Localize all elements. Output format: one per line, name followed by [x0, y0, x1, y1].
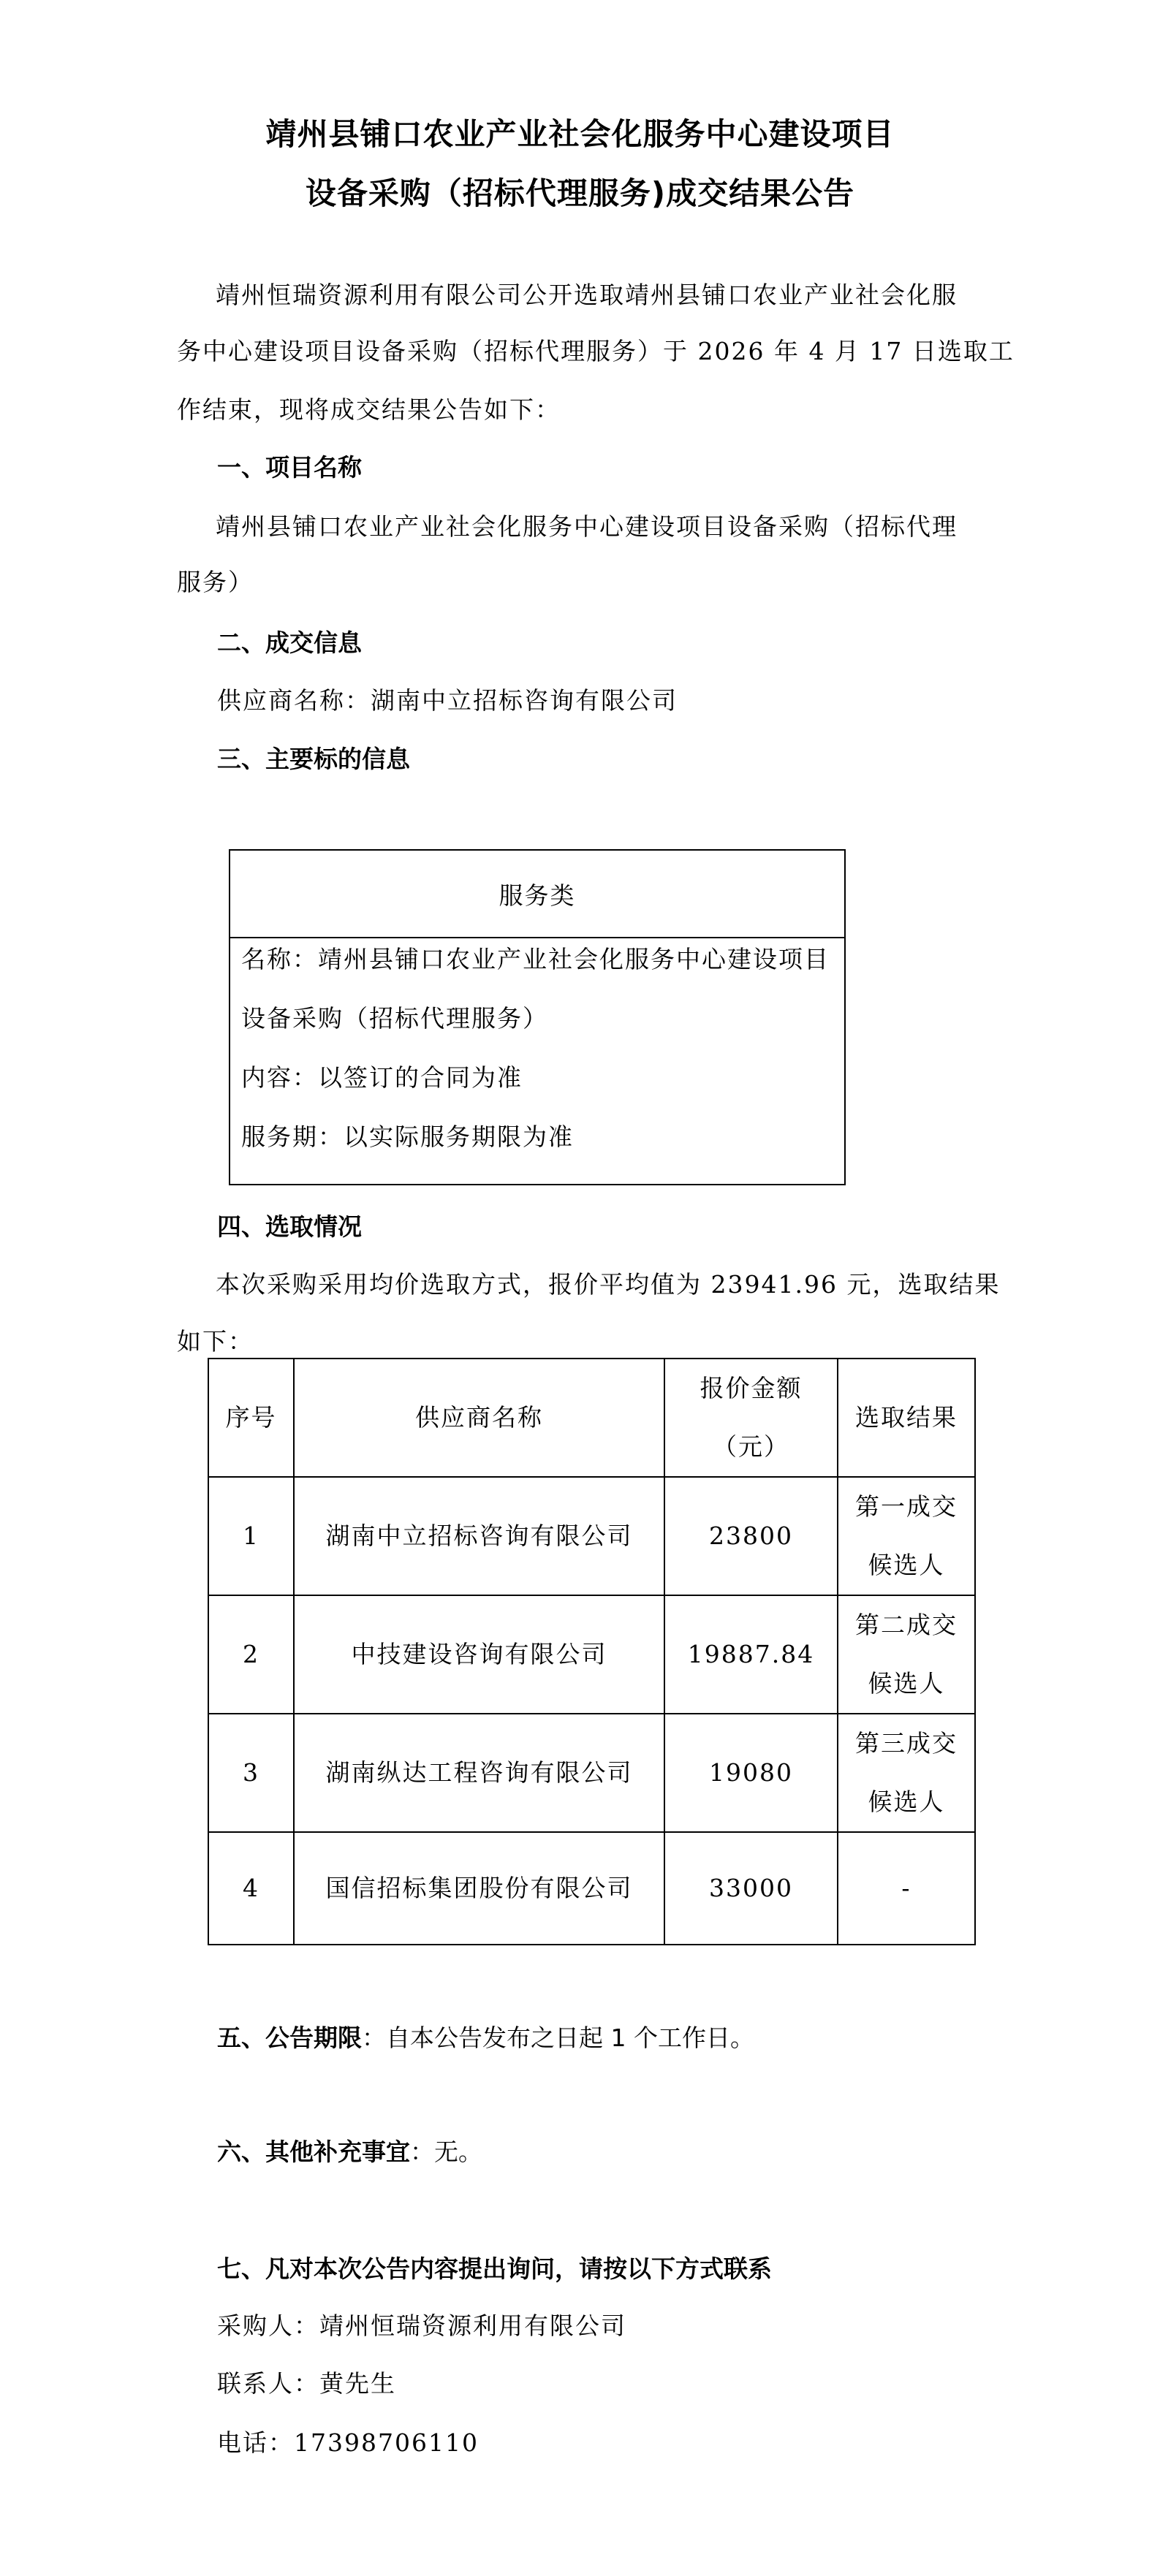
cell-supplier: 湖南中立招标咨询有限公司	[294, 1477, 664, 1595]
header-price-line-1: 报价金额	[700, 1374, 803, 1402]
subject-name-line-2: 设备采购（招标代理服务）	[241, 1004, 548, 1033]
section-heading: 七、凡对本次公告内容提出询问，请按以下方式联系	[217, 2254, 772, 2283]
table-row	[208, 1832, 975, 1945]
cell-price: 23800	[664, 1477, 838, 1595]
subject-content: 内容：以签订的合同为准	[241, 1063, 523, 1092]
selection-line-1: 本次采购采用均价选取方式，报价平均值为 23941.96 元，选取结果	[216, 1270, 1001, 1299]
cell-index: 1	[208, 1477, 294, 1595]
project-name-line-2: 服务）	[177, 568, 254, 596]
section-heading: 五、公告期限	[217, 2024, 362, 2052]
cell-result	[838, 1714, 975, 1832]
cell-result-line-2: 候选人	[868, 1787, 945, 1816]
cell-price: 19887.84	[664, 1595, 838, 1714]
cell-index: 3	[208, 1714, 294, 1832]
section-heading: 三、主要标的信息	[217, 745, 410, 773]
subject-name-line-1: 名称：靖州县铺口农业产业社会化服务中心建设项目	[241, 945, 830, 973]
cell-result	[838, 1595, 975, 1714]
contact-person: 联系人：黄先生	[217, 2369, 396, 2398]
purchaser: 采购人：靖州恒瑞资源利用有限公司	[217, 2311, 626, 2340]
winning-supplier: 供应商名称：湖南中立招标咨询有限公司	[217, 686, 678, 715]
cell-result-line-2: 候选人	[868, 1551, 945, 1579]
announcement-period-text: ：自本公告发布之日起 1 个工作日。	[362, 2024, 754, 2052]
subject-info-box	[229, 849, 846, 1185]
header-price	[664, 1359, 838, 1477]
table-row	[208, 1595, 975, 1714]
table-header-row	[208, 1359, 975, 1477]
title-line-1: 靖州县铺口农业产业社会化服务中心建设项目	[265, 116, 895, 152]
section-other-matters	[217, 2138, 482, 2167]
cell-supplier: 国信招标集团股份有限公司	[294, 1832, 664, 1945]
header-price-line-2: （元）	[713, 1432, 789, 1461]
cell-result	[838, 1477, 975, 1595]
selection-line-2: 如下：	[177, 1327, 254, 1356]
header-result: 选取结果	[838, 1359, 975, 1477]
header-supplier: 供应商名称	[294, 1359, 664, 1477]
header-index: 序号	[208, 1359, 294, 1477]
cell-index: 4	[208, 1832, 294, 1945]
selection-results-table	[208, 1358, 976, 1945]
section-announcement-period	[217, 2024, 754, 2053]
cell-result-line-1: 第三成交	[855, 1729, 958, 1758]
subject-category: 服务类	[499, 881, 576, 910]
project-name-line-1: 靖州县铺口农业产业社会化服务中心建设项目设备采购（招标代理	[216, 512, 958, 541]
cell-index: 2	[208, 1595, 294, 1714]
section-heading: 六、其他补充事宜	[217, 2138, 410, 2166]
title-line-2: 设备采购（招标代理服务)成交结果公告	[305, 175, 855, 211]
cell-result-line-1: 第二成交	[855, 1611, 958, 1639]
cell-supplier: 湖南纵达工程咨询有限公司	[294, 1714, 664, 1832]
contact-phone: 电话：17398706110	[217, 2428, 479, 2457]
section-heading: 四、选取情况	[217, 1212, 362, 1241]
table-row	[208, 1714, 975, 1832]
intro-line-3: 作结束，现将成交结果公告如下：	[177, 395, 561, 424]
cell-result-line-1: 第一成交	[855, 1492, 958, 1521]
section-heading: 二、成交信息	[217, 628, 362, 657]
section-heading: 一、项目名称	[217, 453, 362, 482]
cell-price: 19080	[664, 1714, 838, 1832]
cell-supplier: 中技建设咨询有限公司	[294, 1595, 664, 1714]
cell-price: 33000	[664, 1832, 838, 1945]
table-row	[208, 1477, 975, 1595]
intro-line-1: 靖州恒瑞资源利用有限公司公开选取靖州县铺口农业产业社会化服	[216, 281, 958, 309]
other-matters-text: ：无。	[410, 2138, 482, 2166]
subject-service-period: 服务期：以实际服务期限为准	[241, 1122, 574, 1151]
cell-result-line-2: 候选人	[868, 1669, 945, 1698]
box-divider	[230, 937, 844, 938]
intro-line-2: 务中心建设项目设备采购（招标代理服务）于 2026 年 4 月 17 日选取工	[177, 337, 1015, 365]
cell-result: -	[838, 1832, 975, 1945]
